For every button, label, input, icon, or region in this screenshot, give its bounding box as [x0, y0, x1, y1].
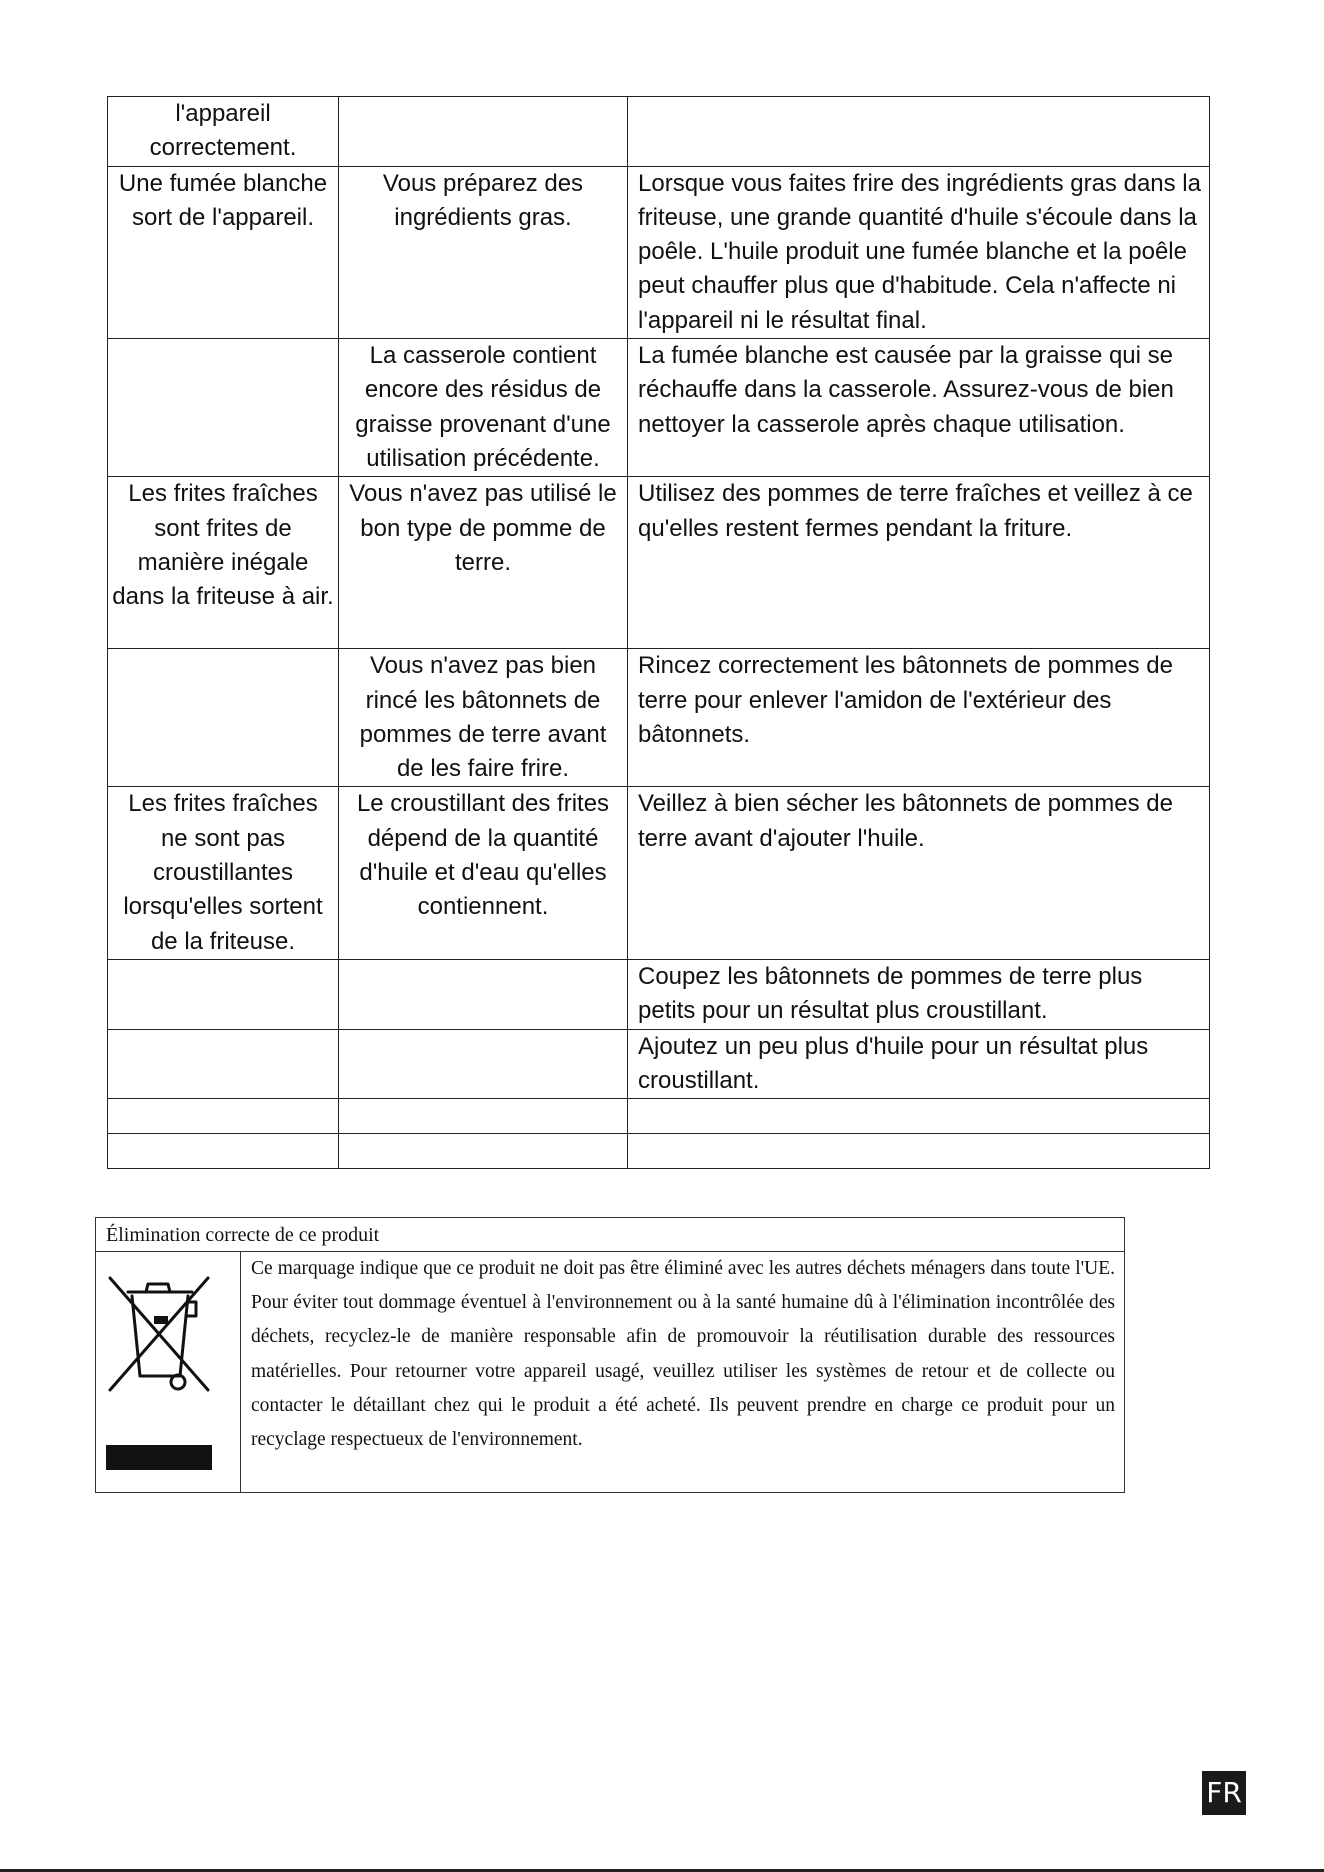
solution-cell: Lorsque vous faites frire des ingrédients gras dans la friteuse, une grande quantité d'huile s'écoule dans la poêle. L'huile produit une fumée blanche et la poêle peut chauffer plus que d'habitude. Cela n'affecte ni l'appareil ni le résultat final. — [628, 166, 1210, 338]
problem-cell — [108, 339, 339, 477]
solution-cell: Coupez les bâtonnets de pommes de terre plus petits pour un résultat plus croustillant. — [628, 959, 1210, 1029]
table-row — [108, 97, 1210, 167]
cause-cell: Vous préparez des ingrédients gras. — [339, 166, 628, 338]
disposal-notice — [95, 1217, 1125, 1493]
table-row — [108, 1134, 1210, 1169]
disposal-text: Ce marquage indique que ce produit ne doit pas être éliminé avec les autres déchets ménagers dans toute l'UE. Pour éviter tout dommage éventuel à l'environnement ou à la santé humaine dû à l'élimination incontrôlée des déchets, recyclez-le de manière responsable afin de promouvoir la réutilisation durable des ressources matérielles. Pour retourner votre appareil usagé, veuillez utiliser les systèmes de retour et de collecte ou contacter le détaillant chez qui le produit a été acheté. Ils peuvent prendre en charge ce produit pour un recyclage respectueux de l'environnement. — [251, 1258, 1115, 1451]
disposal-title: Élimination correcte de ce produit — [96, 1218, 1124, 1252]
disposal-body — [96, 1252, 1124, 1492]
crossed-out-wheelie-bin-icon — [106, 1272, 212, 1470]
cause-cell: Vous n'avez pas utilisé le bon type de pomme de terre. — [339, 477, 628, 649]
solution-cell: Ajoutez un peu plus d'huile pour un résultat plus croustillant. — [628, 1029, 1210, 1099]
troubleshooting-table — [107, 96, 1210, 1169]
cause-cell: Le croustillant des frites dépend de la quantité d'huile et d'eau qu'elles contiennent. — [339, 787, 628, 959]
table-row — [108, 1099, 1210, 1134]
solution-cell — [628, 97, 1210, 167]
language-badge: FR — [1202, 1771, 1246, 1815]
cause-cell: Vous n'avez pas bien rincé les bâtonnets de pommes de terre avant de les faire frire. — [339, 649, 628, 787]
table-row — [108, 339, 1210, 477]
problem-cell: Les frites fraîches ne sont pas croustillantes lorsqu'elles sortent de la friteuse. — [108, 787, 339, 959]
problem-cell — [108, 649, 339, 787]
problem-cell: l'appareil correctement. — [108, 97, 339, 167]
solution-cell — [628, 1134, 1210, 1169]
problem-cell — [108, 1099, 339, 1134]
problem-cell: Les frites fraîches sont frites de manière inégale dans la friteuse à air. — [108, 477, 339, 649]
problem-cell — [108, 1029, 339, 1099]
solution-cell — [628, 1099, 1210, 1134]
disposal-icon-cell — [96, 1252, 241, 1492]
solution-cell: Utilisez des pommes de terre fraîches et veillez à ce qu'elles restent fermes pendant la friture. — [628, 477, 1210, 649]
table-row — [108, 649, 1210, 787]
problem-cell — [108, 1134, 339, 1169]
problem-cell — [108, 959, 339, 1029]
cause-cell — [339, 959, 628, 1029]
cause-cell — [339, 1099, 628, 1134]
table-row — [108, 477, 1210, 649]
cause-cell — [339, 97, 628, 167]
table-row — [108, 959, 1210, 1029]
table-row — [108, 787, 1210, 959]
table-row — [108, 166, 1210, 338]
solution-cell: La fumée blanche est causée par la graisse qui se réchauffe dans la casserole. Assurez-vous de bien nettoyer la casserole après chaque utilisation. — [628, 339, 1210, 477]
cause-cell — [339, 1134, 628, 1169]
table-row — [108, 1029, 1210, 1099]
cause-cell — [339, 1029, 628, 1099]
solution-cell: Rincez correctement les bâtonnets de pommes de terre pour enlever l'amidon de l'extérieur des bâtonnets. — [628, 649, 1210, 787]
solution-cell: Veillez à bien sécher les bâtonnets de pommes de terre avant d'ajouter l'huile. — [628, 787, 1210, 959]
problem-cell: Une fumée blanche sort de l'appareil. — [108, 166, 339, 338]
cause-cell: La casserole contient encore des résidus de graisse provenant d'une utilisation précédente. — [339, 339, 628, 477]
